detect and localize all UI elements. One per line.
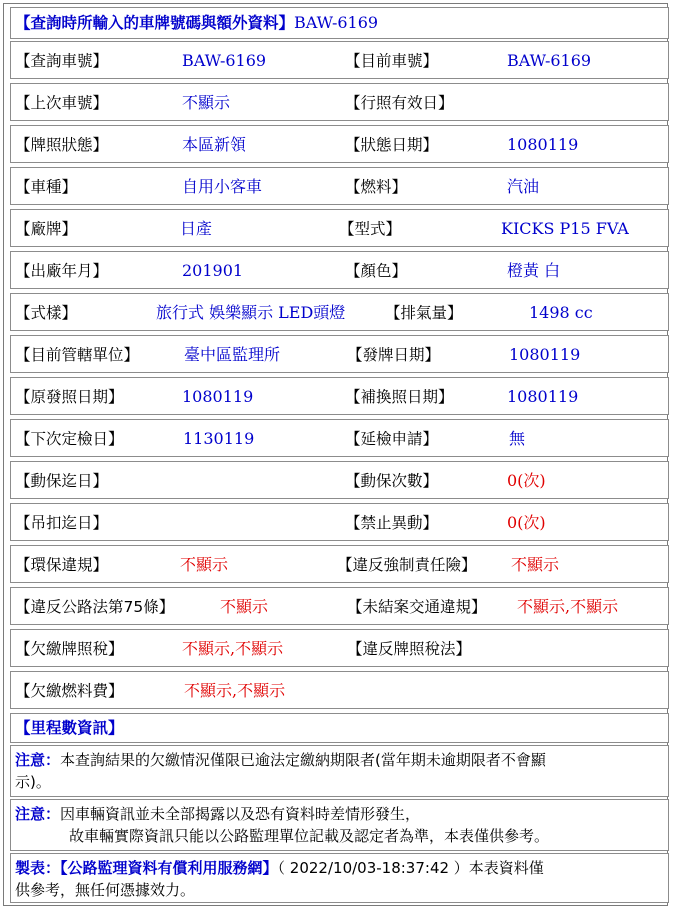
disclaimer-key: 注意：	[15, 805, 61, 823]
notice-box	[10, 745, 669, 797]
field-label: 【吊扣迄日】	[15, 514, 109, 532]
field-value: 自用小客車	[182, 177, 263, 196]
footer-text: 供參考，無任何憑據效力。	[15, 881, 196, 899]
field-label: 【延檢申請】	[345, 430, 439, 448]
field-label: 【欠繳燃料費】	[15, 682, 124, 700]
disclaimer-box	[10, 799, 669, 851]
field-label: 【目前車號】	[345, 52, 439, 70]
field-value: 1130119	[183, 429, 255, 448]
field-label: 【目前管轄單位】	[15, 346, 140, 364]
field-label: 【顏色】	[345, 262, 408, 280]
field-value: 不顯示,不顯示	[184, 681, 286, 700]
info-row	[10, 461, 669, 499]
info-row	[10, 629, 669, 667]
field-value: 無	[509, 429, 526, 448]
field-label: 【環保違規】	[15, 556, 109, 574]
field-label: 【欠繳牌照稅】	[15, 640, 124, 658]
field-label: 【型式】	[339, 220, 402, 238]
report-title-label: 【查詢時所輸入的車牌號碼與額外資料】	[15, 14, 295, 32]
service-link[interactable]: 【公路監理資料有償利用服務網】	[60, 859, 278, 877]
footer-key: 製表：	[15, 859, 61, 877]
field-value: 1080119	[182, 387, 254, 406]
field-value: 201901	[182, 261, 244, 280]
field-label: 【未結案交通違規】	[347, 598, 487, 616]
notice-key: 注意：	[15, 751, 61, 769]
footer-text: （ 2022/10/03-18:37:42 ）本表資料僅	[277, 859, 544, 877]
field-label: 【原發照日期】	[15, 388, 124, 406]
footer-box	[10, 853, 669, 903]
field-value: 不顯示	[220, 597, 269, 616]
field-label: 【狀態日期】	[345, 136, 439, 154]
info-row	[10, 503, 669, 541]
field-value: KICKS P15 FVA	[501, 219, 629, 238]
field-value: 1080119	[507, 135, 579, 154]
field-value: 1498 cc	[529, 303, 593, 322]
mileage-row	[10, 713, 669, 743]
report-title	[15, 13, 378, 33]
report-frame	[3, 3, 668, 906]
info-row	[10, 209, 669, 247]
report-title-row	[10, 7, 669, 39]
field-label: 【違反公路法第75條】	[15, 598, 175, 616]
field-value: BAW-6169	[182, 51, 267, 70]
info-row	[10, 125, 669, 163]
field-value: 本區新領	[182, 135, 247, 154]
field-label: 【動保次數】	[345, 472, 439, 490]
field-value: 1080119	[507, 387, 579, 406]
field-label: 【排氣量】	[385, 304, 463, 322]
field-label: 【動保迄日】	[15, 472, 109, 490]
field-value: BAW-6169	[507, 51, 592, 70]
footer-line	[15, 857, 544, 879]
info-row	[10, 335, 669, 373]
field-value: 日產	[180, 219, 213, 238]
field-value: 0(次)	[507, 471, 546, 490]
field-label: 【式樣】	[15, 304, 78, 322]
field-value: 旅行式 娛樂顯示 LED頭燈	[156, 303, 346, 322]
field-value: 0(次)	[507, 513, 546, 532]
field-value: 臺中區監理所	[184, 345, 281, 364]
field-value: 1080119	[509, 345, 581, 364]
info-row	[10, 251, 669, 289]
field-label: 【補換照日期】	[345, 388, 454, 406]
field-label: 【違反強制責任險】	[337, 556, 477, 574]
field-label: 【車種】	[15, 178, 78, 196]
field-value: 不顯示	[511, 555, 560, 574]
info-row	[10, 545, 669, 583]
info-row	[10, 587, 669, 625]
info-row	[10, 377, 669, 415]
disclaimer-text: 因車輛資訊並未全部揭露以及恐有資料時差情形發生，	[60, 805, 421, 823]
info-row	[10, 419, 669, 457]
field-label: 【違反牌照稅法】	[347, 640, 472, 658]
report-title-plate: BAW-6169	[294, 13, 379, 32]
field-label: 【廠牌】	[15, 220, 78, 238]
mileage-heading: 【里程數資訊】	[15, 719, 124, 737]
field-value: 不顯示	[182, 93, 231, 112]
info-row	[10, 167, 669, 205]
notice-line	[15, 749, 546, 771]
field-label: 【下次定檢日】	[15, 430, 124, 448]
field-label: 【查詢車號】	[15, 52, 109, 70]
field-value: 不顯示,不顯示	[182, 639, 284, 658]
info-row	[10, 41, 669, 79]
disclaimer-text: 故車輛實際資訊只能以公路監理單位記載及認定者為準，本表僅供參考。	[69, 827, 550, 845]
field-value: 汽油	[507, 177, 540, 196]
info-row	[10, 293, 669, 331]
disclaimer-line	[15, 803, 420, 825]
field-label: 【上次車號】	[15, 94, 109, 112]
field-label: 【行照有效日】	[345, 94, 454, 112]
info-row	[10, 671, 669, 709]
field-value: 橙黃 白	[507, 261, 561, 280]
field-label: 【出廠年月】	[15, 262, 109, 280]
field-label: 【燃料】	[345, 178, 408, 196]
field-label: 【牌照狀態】	[15, 136, 109, 154]
field-value: 不顯示	[180, 555, 229, 574]
notice-text: 示)。	[15, 773, 51, 791]
field-label: 【發牌日期】	[347, 346, 441, 364]
field-value: 不顯示,不顯示	[517, 597, 619, 616]
info-row	[10, 83, 669, 121]
notice-text: 本查詢結果的欠繳情況僅限已逾法定繳納期限者(當年期未逾期限者不會顯	[60, 751, 546, 769]
field-label: 【禁止異動】	[345, 514, 439, 532]
